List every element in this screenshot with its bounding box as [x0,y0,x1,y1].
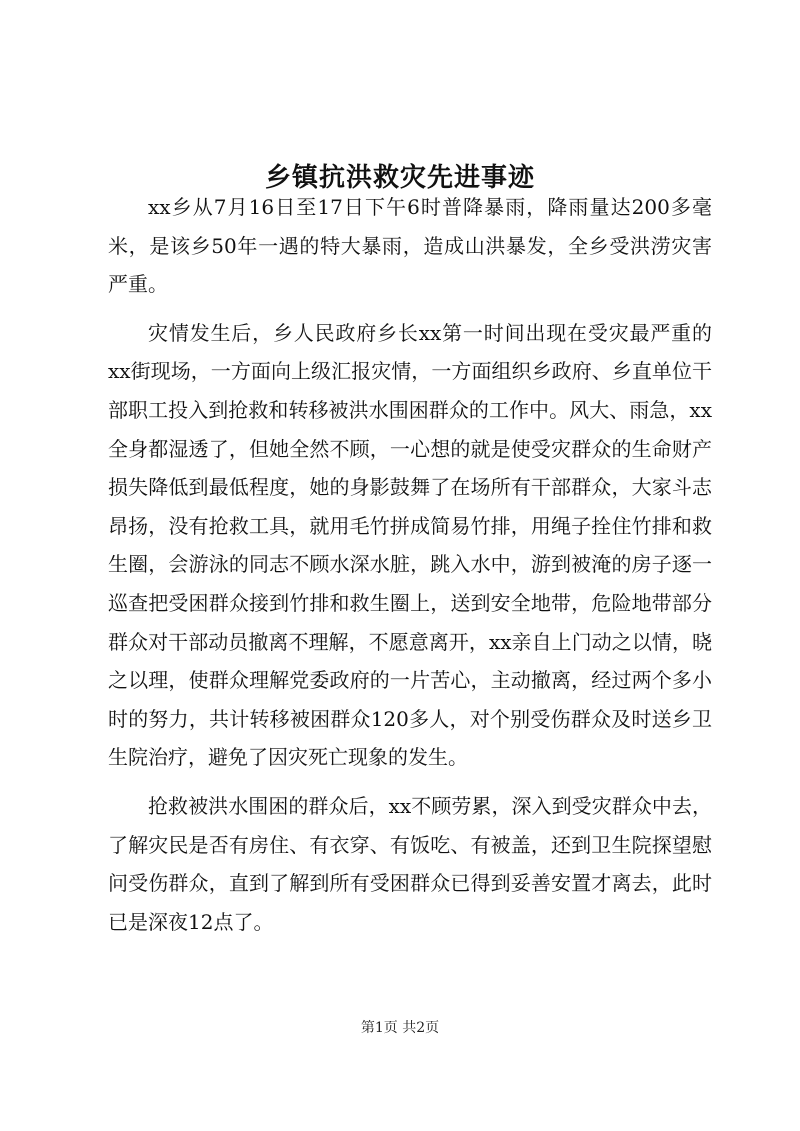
paragraph-3: 抢救被洪水围困的群众后，xx不顾劳累，深入到受灾群众中去，了解灾民是否有房住、有衣穿、有饭吃、有被盖，还到卫生院探望慰问受伤群众，直到了解到所有受困群众已得到妥善安置才离去，此时已是深夜12点了。 [108,793,712,934]
page-title: 乡镇抗洪救灾先进事迹 [264,163,535,194]
paragraph-1: xx乡从7月16日至17日下午6时普降暴雨，降雨量达200多毫米，是该乡50年一遇的特大暴雨，造成山洪暴发，全乡受洪涝灾害严重。 [108,195,712,297]
document-body [108,188,712,951]
paragraph-2: 灾情发生后，乡人民政府乡长xx第一时间出现在受灾最严重的xx街现场，一方面向上级汇报灾情，一方面组织乡政府、乡直单位干部职工投入到抢救和转移被洪水围困群众的工作中。风大、雨急，xx全身都湿透了，但她全然不顾，一心想的就是使受灾群众的生命财产损失降低到最低程度，她的身影鼓舞了在场所有干部群众，大家斗志昂扬，没有抢救工具，就用毛竹拼成简易竹排，用绳子拴住竹排和救生圈，会游泳的同志不顾水深水脏，跳入水中，游到被淹的房子逐一巡查把受困群众接到竹排和救生圈上，送到安全地带，危险地带部分群众对干部动员撤离不理解，不愿意离开，xx亲自上门动之以情，晓之以理，使群众理解党委政府的一片苦心，主动撤离，经过两个多小时的努力，共计转移被困群众120多人，对个别受伤群众及时送乡卫生院治疗，避免了因灾死亡现象的发生。 [108,320,712,770]
page-footer: 第1页 共2页 [360,1020,440,1036]
